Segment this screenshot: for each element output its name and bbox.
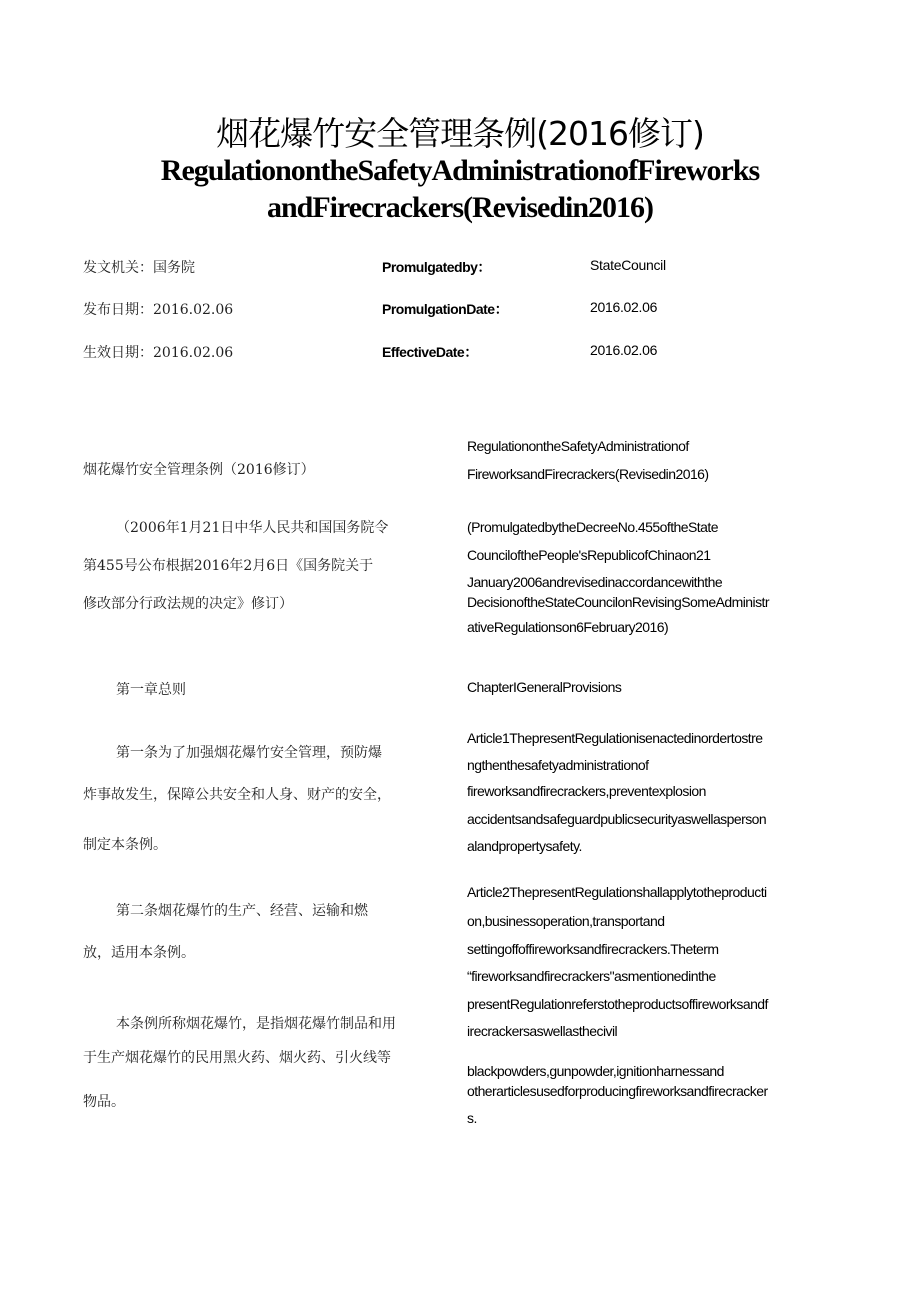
meta-promulgation-date-cn: 发布日期：2016.02.06 [83,302,234,318]
en-note-line: CouncilofthePeople'sRepublicofChinaon21 [467,547,711,563]
en-article2-line: settingoffoffireworksandfirecrackers.Theterm [467,941,719,957]
en-note-line: DecisionoftheStateCouncilonRevisingSomeAdministr [467,594,769,610]
en-article2-definition-line: blackpowders,gunpowder,ignitionharnessand [467,1063,724,1079]
cn-article1-line: 制定本条例。 [83,837,167,853]
en-article1-line: ngthenthesafetyadministrationof [467,757,649,773]
en-article2-line: irecrackersaswellasthecivil [467,1023,618,1039]
cn-note-line: 第455号公布根据2016年2月6日《国务院关于 [83,558,374,574]
en-article1-line: alandpropertysafety. [467,838,582,854]
meta-issuer-value: StateCouncil [590,257,666,273]
cn-chapter-heading: 第一章总则 [116,682,186,698]
title-english-line-1: RegulationontheSafetyAdministrationofFireworks [160,154,760,187]
cn-article1-line: 炸事故发生，保障公共安全和人身、财产的安全， [83,787,391,803]
en-article1-line: fireworksandfirecrackers,preventexplosion [467,783,706,799]
cn-note-line: （2006年1月21日中华人民共和国国务院令 [116,520,389,536]
en-article2-definition-line: otherarticlesusedforproducingfireworksandfirecracker [467,1083,768,1099]
en-regulation-title-line: RegulationontheSafetyAdministrationof [467,438,689,454]
en-article1-line: Article1ThepresentRegulationisenactedinordertostre [467,730,763,746]
en-article2-definition-line: s. [467,1110,477,1126]
en-note-line: ativeRegulationson6February2016) [467,619,669,635]
en-article2-line: Article2ThepresentRegulationshallapplytotheproducti [467,884,767,900]
title-chinese: 烟花爆竹安全管理条例(2016修订) [216,114,704,153]
cn-note-line: 修改部分行政法规的决定》修订） [83,596,293,612]
title-english-line-2: andFirecrackers(Revisedin2016) [266,191,654,224]
en-article2-line: on,businessoperation,transportand [467,913,665,929]
en-regulation-title-line: FireworksandFirecrackers(Revisedin2016) [467,466,709,482]
cn-article2-definition-line: 本条例所称烟花爆竹，是指烟花爆竹制品和用 [116,1016,396,1032]
en-note-line: (PromulgatedbytheDecreeNo.455oftheState [467,519,718,535]
en-article2-line: presentRegulationreferstotheproductsoffireworksandf [467,996,768,1012]
en-article1-line: accidentsandsafeguardpublicsecurityaswellasperson [467,811,767,827]
meta-promulgation-date-label: PromulgationDate： [382,301,509,317]
cn-article2-line: 第二条烟花爆竹的生产、经营、运输和燃 [116,903,368,919]
en-chapter-heading: ChapterIGeneralProvisions [467,679,622,695]
meta-issuer-label: Promulgatedby： [382,259,491,275]
meta-promulgation-date-value: 2016.02.06 [590,299,658,315]
en-note-line: January2006andrevisedinaccordancewiththe [467,574,723,590]
meta-effective-date-cn: 生效日期：2016.02.06 [83,345,234,361]
cn-article1-line: 第一条为了加强烟花爆竹安全管理，预防爆 [116,745,382,761]
cn-article2-definition-line: 于生产烟花爆竹的民用黑火药、烟火药、引火线等 [83,1050,391,1066]
cn-article2-line: 放，适用本条例。 [83,945,195,961]
cn-regulation-title: 烟花爆竹安全管理条例（2016修订） [83,462,315,478]
en-article2-line: “fireworksandfirecrackers"asmentionedinthe [467,968,716,984]
cn-article2-definition-line: 物品。 [83,1094,125,1110]
meta-effective-date-label: EffectiveDate： [382,344,478,360]
meta-issuer-cn: 发文机关：国务院 [83,260,195,276]
meta-effective-date-value: 2016.02.06 [590,342,658,358]
